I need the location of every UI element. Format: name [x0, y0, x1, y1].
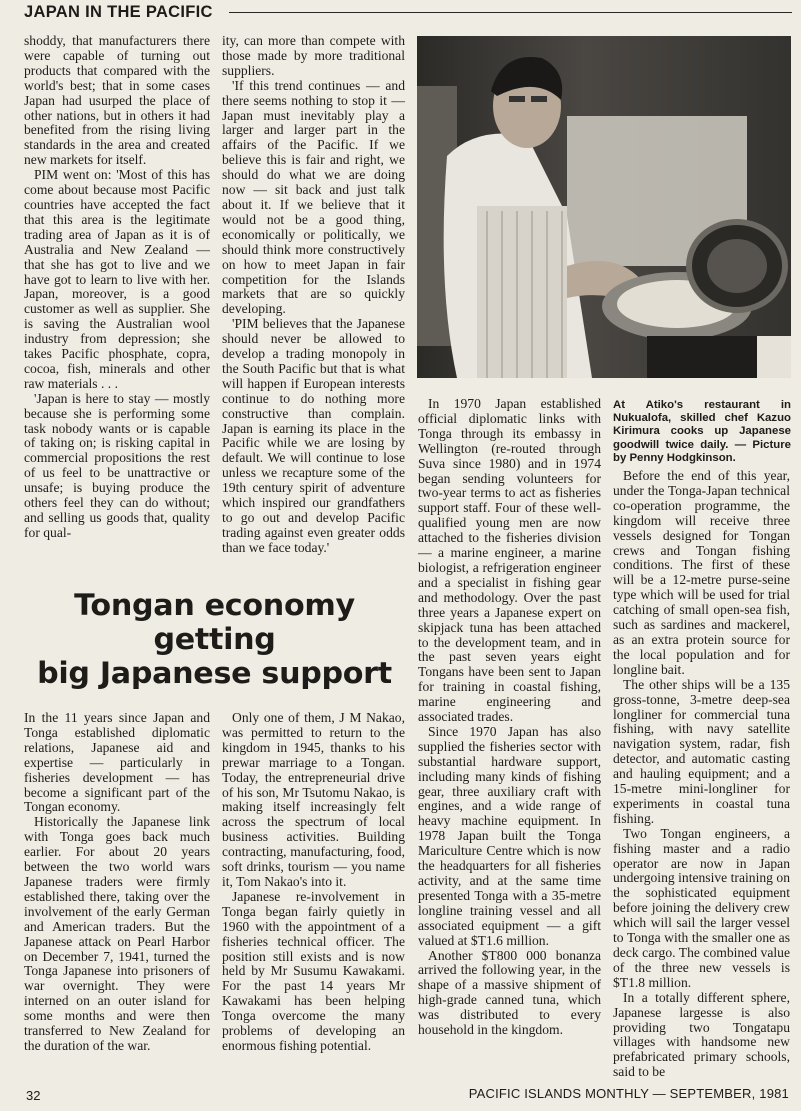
- paragraph: Only one of them, J M Nakao, was permitted to return to the kingdom in 1945, thanks to his prewar marriage to a Tongan. Today, the entrepreneurial drive of his son, Mr Tsutomu Nakao, is making itself increasingly felt across the spectrum of local business activities. Building contracting, manufacturing, food, soft drinks, tourism — you name it, Tom Nakao's into it.: [222, 710, 405, 889]
- headline-line-1: Tongan economy: [74, 588, 355, 622]
- photo-caption: At Atiko's restaurant in Nukualofa, skilled chef Kazuo Kirimura cooks up Japanese goodwill twice daily. — Picture by Penny Hodgkinson.: [613, 399, 791, 464]
- paragraph: 'If this trend continues — and there seems nothing to stop it — Japan must inevitably play a larger and larger part in the affairs of the Pacific. If we believe this is fair and right, we should do what we are doing now — sit back and just talk about it. If we believe that it would not be a good thing, economically or politically, we should think more constructively on how to meet Japan in fair competition for the Islands markets that are so quickly developing.: [222, 77, 405, 317]
- paragraph: 'Japan is here to stay — mostly because she is performing some task nobody wants or is capable of taking on; is risking capital in commercial propositions the rest of us feel to be unattractive or unsafe; is buying produce the others feel they can do without; and selling us goods that, quality for qual-: [24, 390, 210, 540]
- paragraph: PIM went on: 'Most of this has come about because most Pacific countries have accepted the fact that this area is the legitimate trading area of Japan as it is of Australia and New Zealand — that she has got to live and we have got to learn to live with her. Japan, moreover, is a good customer as well as supplier. She is saving the Australian wool industry from depression; she takes Pacific phosphate, copra, cocoa, fish, minerals and other raw materials . . .: [24, 167, 210, 391]
- article-main-column-3: [418, 397, 601, 1038]
- chef-photo: [417, 36, 791, 378]
- paragraph: Historically the Japanese link with Tonga goes back much earlier. For about 20 years between the two world wars Japanese traders were firmly established there, taking over the involvement of the early German and American traders. But the Japanese attack on Pearl Harbor on December 7, 1941, turned the Tonga Japanese into prisoners of war overnight. They were interned on an outer island for some months and were then transferred to New Zealand for the duration of the war.: [24, 814, 210, 1053]
- paragraph: In a totally different sphere, Japanese largesse is also providing two Tongatapu villages with handsome new prefabricated primary schools, said to be: [613, 989, 790, 1080]
- paragraph: 'PIM believes that the Japanese should never be allowed to develop a trading monopoly in the South Pacific but that is what will happen if European interests continue to do nothing more constructive than complain. Japan is earning its place in the Pacific while we are losing by default. We will continue to lose unless we recapture some of the 19th century spirit of adventure which inspired our grandfathers to go out and develop Pacific trading against even greater odds than we face today.': [222, 316, 405, 555]
- paragraph: shoddy, that manufacturers there were capable of turning out products that compared with the world's best; that in some cases Japan had usurped the place of other nations, but in others it had benefited from the rising living standards in the area and created new markets for itself.: [24, 33, 210, 168]
- paragraph: In the 11 years since Japan and Tonga established diplomatic relations, Japanese aid and expertise — particularly in fisheries development — has become a significant part of the Tongan economy.: [24, 710, 210, 815]
- paragraph: Japanese re-involvement in Tonga began fairly quietly in 1960 with the appointment of a fisheries technical officer. The position still exists and is now held by Mr Susumu Kawakami. For the past 14 years Mr Kawakami has been helping Tonga overcome the many problems of developing an enormous fishing potential.: [222, 888, 405, 1053]
- paragraph: ity, can more than compete with those made by more traditional suppliers.: [222, 33, 405, 78]
- article-top-column-1: [24, 34, 210, 541]
- paragraph: Two Tongan engineers, a fishing master and a radio operator are now in Japan undergoing intensive training on the sophisticated equipment before joining the delivery crew which will sail the larger vessel to Tonga with the smaller one as deck cargo. The combined value of the three new vessels is $T1.8 million.: [613, 825, 790, 990]
- page-header: [22, 2, 792, 24]
- headline-line-3: big Japanese support: [37, 656, 392, 690]
- headline: [16, 588, 412, 690]
- article-main-column-1: [24, 711, 210, 1054]
- paragraph: The other ships will be a 135 gross-tonne, 3-metre deep-sea longliner for commercial tuna fishing, with navy satellite navigation system, radar, fish detector, and automatic casting and hauling equipment; and a 15-metre mini-longliner for experiments in coastal tuna fishing.: [613, 676, 790, 826]
- page-number: 32: [26, 1088, 41, 1103]
- article-main-column-2: [222, 711, 405, 1054]
- section-title: JAPAN IN THE PACIFIC: [24, 3, 213, 21]
- header-rule: [229, 12, 792, 13]
- article-main-column-4: [613, 469, 790, 1080]
- paragraph: Another $T800 000 bonanza arrived the following year, in the shape of a massive shipment of high-grade canned tuna, which was distributed to every household in the kingdom.: [418, 947, 601, 1038]
- article-top-column-2: [222, 34, 405, 556]
- paragraph: Since 1970 Japan has also supplied the fisheries sector with substantial hardware support, including many kinds of fishing gear, three auxiliary craft with engines, and a wide range of heavy machine equipment. In 1978 Japan built the Tonga Mariculture Centre which is now the headquarters for all fisheries activity, and at the same time presented Tonga with a 35-metre longline training vessel and all associated equipment — a gift valued at $T1.6 million.: [418, 723, 601, 948]
- paragraph: In 1970 Japan established official diplomatic links with Tonga through its embassy in Wellington (re-routed through Suva since 1980) and in 1974 began sending volunteers for two-year terms to act as fisheries support staff. Four of these well-qualified young men are now attached to the fisheries division — a marine engineer, a marine biologist, a refrigeration engineer and a specialist in fishing gear and methodology. Over the past three years a Japanese expert on skipjack tuna has been attached to the development team, and in the past seven years eight Tongans have been sent to Japan for training in coastal fishing, marine engineering and associated trades.: [418, 396, 601, 725]
- headline-line-2: getting: [153, 622, 276, 656]
- publication-footer: PACIFIC ISLANDS MONTHLY — SEPTEMBER, 1981: [468, 1086, 789, 1101]
- paragraph: Before the end of this year, under the Tonga-Japan technical co-operation programme, the kingdom will receive three vessels designed for Tongan crews and Tongan fishing conditions. The first of these will be a 12-metre purse-seine type which will be used for trial catching of small open-sea fish, such as sardines and mackerel, as an extra protein source for the local population and for longline bait.: [613, 468, 790, 677]
- photo-illustration: [417, 36, 791, 378]
